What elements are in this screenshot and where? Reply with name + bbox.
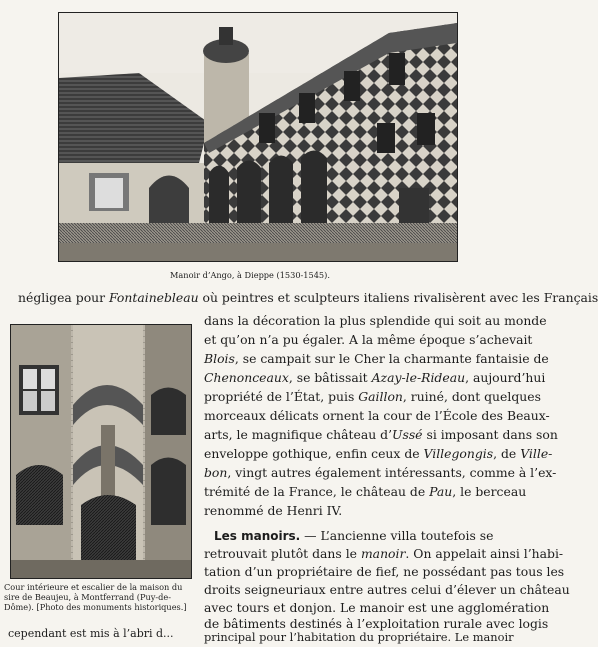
side-caption-line-1: Cour intérieure et escalier de la maison du (4, 582, 183, 592)
text-line-1: négligea pour Fontainebleau où peintres et sculpteurs italiens rivalisèrent avec les Français (18, 290, 598, 305)
text-line-3: et qu’on n’a pu égaler. A la même époque s’achevait (204, 332, 533, 347)
text-line-5: Chenonceaux, se bâtissait Azay-le-Rideau, aujourd’hui (204, 370, 546, 385)
text-line-10: bon, vingt autres également intéressants, comme à l’ex- (204, 465, 557, 480)
montferrand-courtyard-illustration (10, 324, 192, 579)
text-line-17: avec tours et donjon. Le manoir est une agglomération (204, 600, 550, 615)
section-heading-manoirs: Les manoirs. (214, 529, 301, 543)
text-line-19: principal pour l’habitation du propriétaire. Le manoir (204, 630, 514, 644)
text-line-2: dans la décoration la plus splendide qui soit au monde (204, 313, 547, 328)
text-line-4: Blois, se campait sur le Cher la charmante fantaisie de (204, 351, 549, 366)
text-line-11: trémité de la France, le château de Pau, le berceau (204, 484, 527, 499)
text-line-12: renommé de Henri IV. (204, 503, 343, 518)
text-line-18: de bâtiments destinés à l’exploitation rurale avec logis (204, 616, 549, 631)
text-line-7: morceaux délicats ornent la cour de l’École des Beaux- (204, 408, 550, 423)
text-line-20: cependant est mis à l’abri d... (8, 627, 174, 640)
figure-caption-side (4, 582, 190, 612)
text-line-6: propriété de l’État, puis Gaillon, ruiné, dont quelques (204, 389, 541, 404)
text-line-15: tation d’un propriétaire de fief, ne possédant pas tous les (204, 564, 565, 579)
text-line-14: retrouvait plutôt dans le manoir. On appelait ainsi l’habi- (204, 546, 564, 561)
figure-caption-top: Manoir d’Ango, à Dieppe (1530-1545). (170, 270, 330, 280)
text-line-9: enveloppe gothique, enfin ceux de Villegongis, de Ville- (204, 446, 553, 461)
text-line-16: droits seigneuriaux entre autres celui d’élever un château (204, 582, 570, 597)
text-line-13: Les manoirs. — L’ancienne villa toutefois se (214, 528, 494, 543)
text-line-8: arts, le magnifique château d’Ussé si imposant dans son (204, 427, 558, 442)
side-caption-line-2: sire de Beaujeu, à Montferrand (Puy-de- (4, 592, 172, 602)
manoir-ango-illustration (58, 12, 458, 262)
side-caption-line-3: Dôme). [Photo des monuments historiques.] (4, 602, 187, 612)
